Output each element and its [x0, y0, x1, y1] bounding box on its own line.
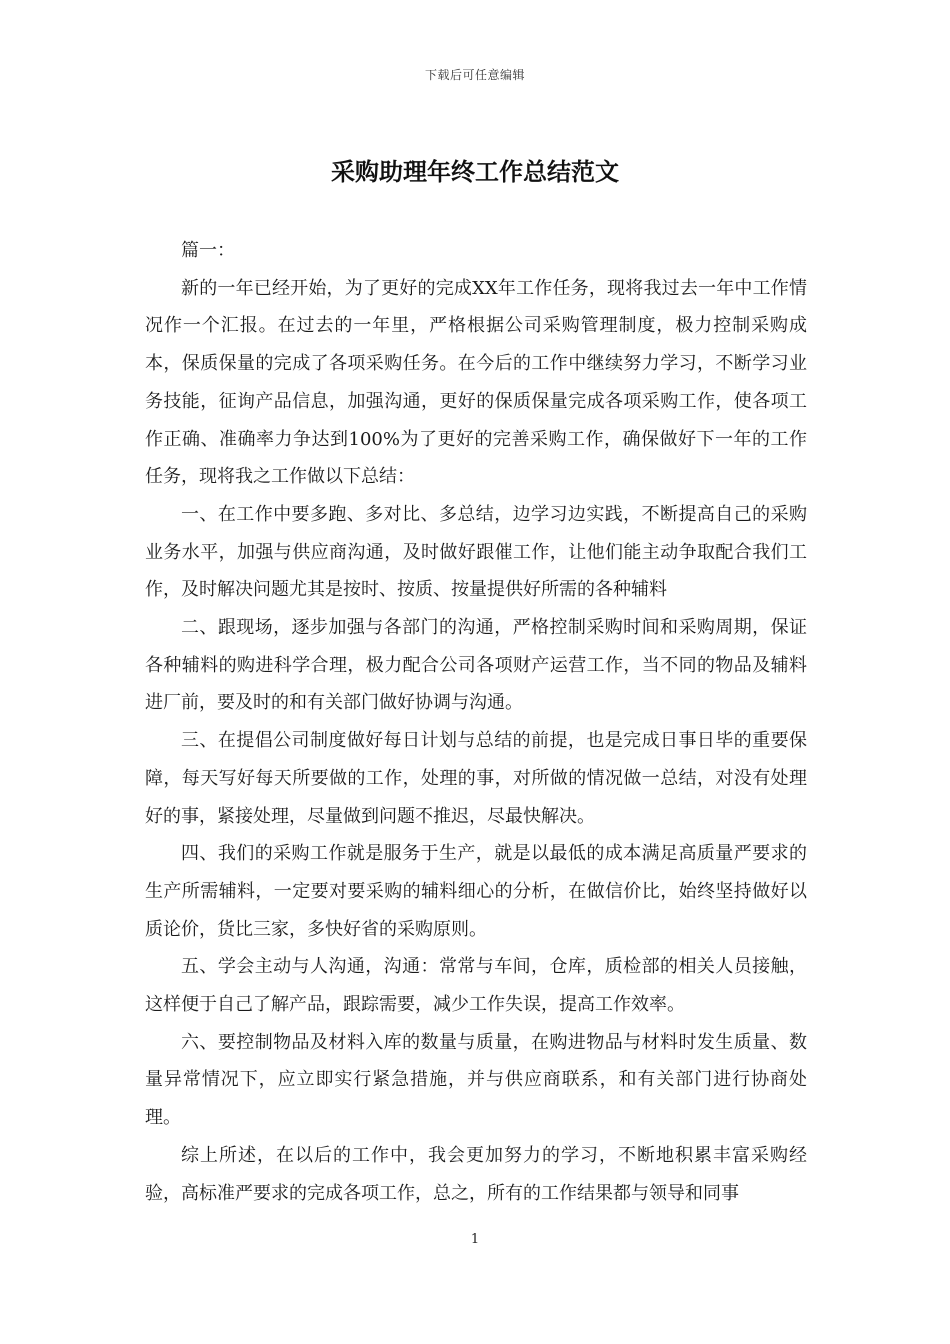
- header-note: 下载后可任意编辑: [424, 68, 525, 82]
- intro-paragraph: 新的一年已经开始，为了更好的完成XX年工作任务，现将我过去一年中工作情况作一个汇报。在过去的一年里，严格根据公司采购管理制度，极力控制采购成本，保质保量的完成了各项采购任务。在今后的工作中继续努力学习，不断学习业务技能，征询产品信息，加强沟通，更好的保质保量完成各项采购工作，使各项工作正确、准确率力争达到100%为了更好的完善采购工作，确保做好下一年的工作任务，现将我之工作做以下总结：: [145, 277, 807, 488]
- point-six-paragraph: 六、要控制物品及材料入库的数量与质量，在购进物品与材料时发生质量、数量异常情况下，应立即实行紧急措施，并与供应商联系，和有关部门进行协商处理。: [145, 1031, 807, 1129]
- point-three-paragraph: 三、在提倡公司制度做好每日计划与总结的前提，也是完成日事日毕的重要保障，每天写好每天所要做的工作，处理的事，对所做的情况做一总结，对没有处理好的事，紧接处理，尽量做到问题不推迟，尽最快解决。: [145, 730, 807, 827]
- point-five-paragraph: 五、学会主动与人沟通，沟通：常常与车间，仓库，质检部的相关人员接触，这样便于自己了解产品，跟踪需要，减少工作失误，提高工作效率。: [145, 956, 807, 1016]
- summary-paragraph: 综上所述，在以后的工作中，我会更加努力的学习，不断地积累丰富采购经验，高标准严要求的完成各项工作，总之，所有的工作结果都与领导和同事: [145, 1144, 807, 1204]
- point-two-paragraph: 二、跟现场，逐步加强与各部门的沟通，严格控制采购时间和采购周期，保证各种辅料的购进科学合理，极力配合公司各项财产运营工作，当不同的物品及辅料进厂前，要及时的和有关部门做好协调与沟通。: [145, 617, 807, 714]
- document-title: 采购助理年终工作总结范文: [331, 157, 619, 186]
- section-heading: 篇一：: [181, 240, 235, 261]
- point-four-paragraph: 四、我们的采购工作就是服务于生产，就是以最低的成本满足高质量严要求的生产所需辅料，一定要对要采购的辅料细心的分析，在做信价比，始终坚持做好以质论价，货比三家，多快好省的采购原则。: [145, 843, 807, 940]
- point-one-paragraph: 一、在工作中要多跑、多对比、多总结，边学习边实践，不断提高自己的采购业务水平，加强与供应商沟通，及时做好跟催工作，让他们能主动争取配合我们工作，及时解决问题尤其是按时、按质、按量提供好所需的各种辅料: [145, 503, 807, 601]
- page-number: 1: [470, 1232, 480, 1247]
- document-body: [145, 232, 807, 1212]
